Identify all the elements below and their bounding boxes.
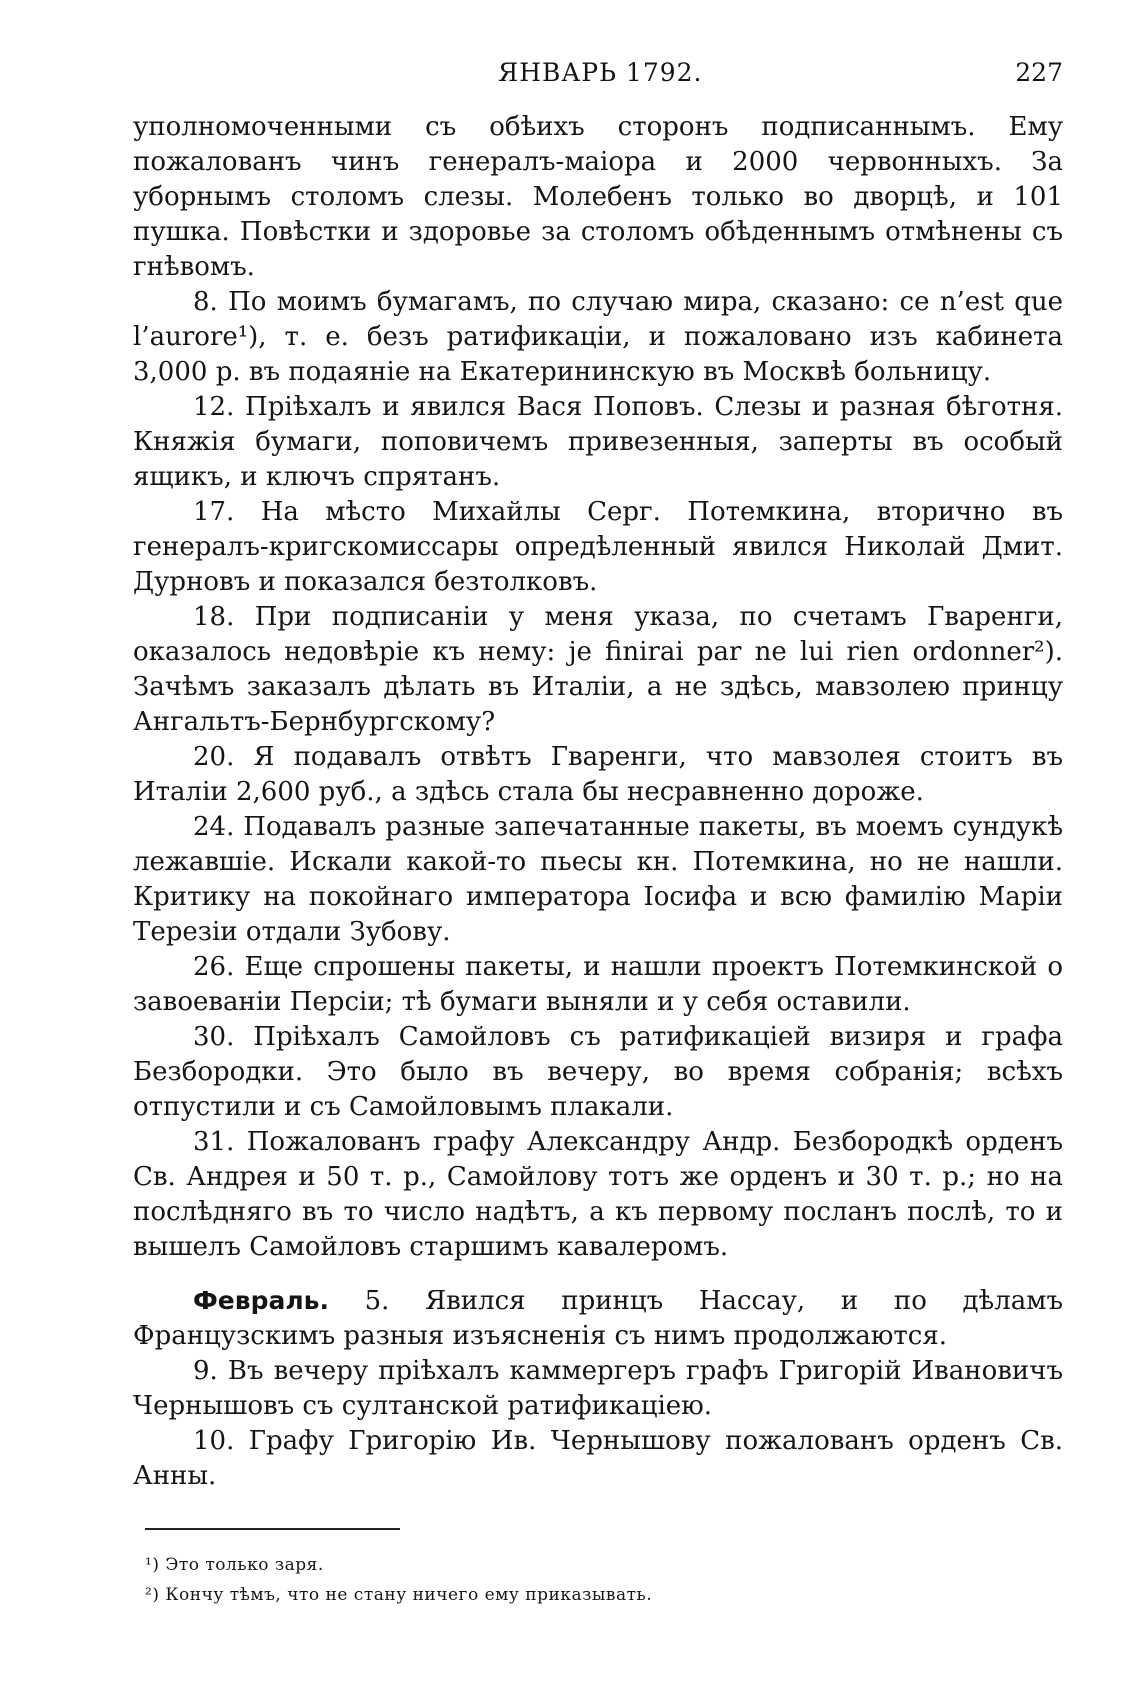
entry-jan-8: 8. По моимъ бумагамъ, по случаю мира, сказано: ce n’est que l’aurore¹), т. е. безъ ратификаціи, и пожаловано изъ кабинета 3,000 р. въ подаяніе на Екатерининскую въ Москвѣ больницу. bbox=[133, 287, 1063, 387]
body-text bbox=[133, 110, 1063, 1494]
footnote-1: ¹) Это только заря. bbox=[145, 1555, 324, 1575]
entry-jan-20: 20. Я подавалъ отвѣтъ Гваренги, что мавзолея стоитъ въ Италіи 2,600 руб., а здѣсь стала бы несравненно дороже. bbox=[133, 742, 1063, 807]
entry-jan-31: 31. Пожалованъ графу Александру Андр. Безбородкѣ орденъ Св. Андрея и 50 т. р., Самойлову тотъ же орденъ и 30 т. р.; но на послѣдняго въ то число надѣтъ, а къ первому посланъ послѣ, то и вышелъ Самойловъ старшимъ кавалеромъ. bbox=[133, 1127, 1063, 1262]
entry-jan-26: 26. Еще спрошены пакеты, и нашли проектъ Потемкинской о завоеваніи Персіи; тѣ бумаги выняли и у себя оставили. bbox=[133, 952, 1063, 1017]
month-heading-february: Февраль. bbox=[193, 1286, 329, 1315]
entry-jan-12: 12. Пріѣхалъ и явился Вася Поповъ. Слезы и разная бѣготня. Княжія бумаги, поповичемъ привезенныя, заперты въ особый ящикъ, и ключъ спрятанъ. bbox=[133, 392, 1063, 492]
page-number: 227 bbox=[1015, 58, 1063, 87]
entry-jan-30: 30. Пріѣхалъ Самойловъ съ ратификаціей визиря и графа Безбородки. Это было въ вечеру, во время собранія; всѣхъ отпустили и съ Самойловымъ плакали. bbox=[133, 1022, 1063, 1122]
running-head: ЯНВАРЬ 1792. bbox=[498, 58, 703, 87]
entry-feb-9: 9. Въ вечеру пріѣхалъ каммергеръ графъ Григорій Ивановичъ Чернышовъ съ султанской ратификаціею. bbox=[133, 1356, 1063, 1421]
footnote-divider bbox=[145, 1528, 400, 1530]
paragraph-continuation: уполномоченными съ обѣихъ сторонъ подписаннымъ. Ему пожалованъ чинъ генералъ-маіора и 2000 червонныхъ. За уборнымъ столомъ слезы. Молебенъ только во дворцѣ, и 101 пушка. Повѣстки и здоровье за столомъ обѣденнымъ отмѣнены съ гнѣвомъ. bbox=[133, 112, 1063, 282]
entry-jan-18: 18. При подписаніи у меня указа, по счетамъ Гваренги, оказалось недовѣріе къ нему: je finirai par ne lui rien ordonner²). Зачѣмъ заказалъ дѣлать въ Италіи, а не здѣсь, мавзолею принцу Ангальтъ-Бернбургскому? bbox=[133, 602, 1063, 737]
entry-feb-5 bbox=[133, 1283, 1063, 1354]
entry-feb-5-text: 5. Явился принцъ Нассау, и по дѣламъ Французскимъ разныя изъясненія съ нимъ продолжаются. bbox=[133, 1286, 1063, 1351]
book-page bbox=[133, 58, 1063, 1610]
footnote-2: ²) Кончу тѣмъ, что не стану ничего ему приказывать. bbox=[145, 1585, 653, 1605]
entry-feb-10: 10. Графу Григорію Ив. Чернышову пожалованъ орденъ Св. Анны. bbox=[133, 1426, 1063, 1491]
entry-jan-24: 24. Подавалъ разные запечатанные пакеты, въ моемъ сундукѣ лежавшіе. Искали какой-то пьесы кн. Потемкина, но не нашли. Критику на покойнаго императора Іосифа и всю фамилію Маріи Терезіи отдали Зубову. bbox=[133, 812, 1063, 947]
page-header bbox=[133, 58, 1063, 98]
footnotes bbox=[145, 1550, 1063, 1610]
entry-jan-17: 17. На мѣсто Михайлы Серг. Потемкина, вторично въ генералъ-кригскомиссары опредѣленный явился Николай Дмит. Дурновъ и показался безтолковъ. bbox=[133, 497, 1063, 597]
